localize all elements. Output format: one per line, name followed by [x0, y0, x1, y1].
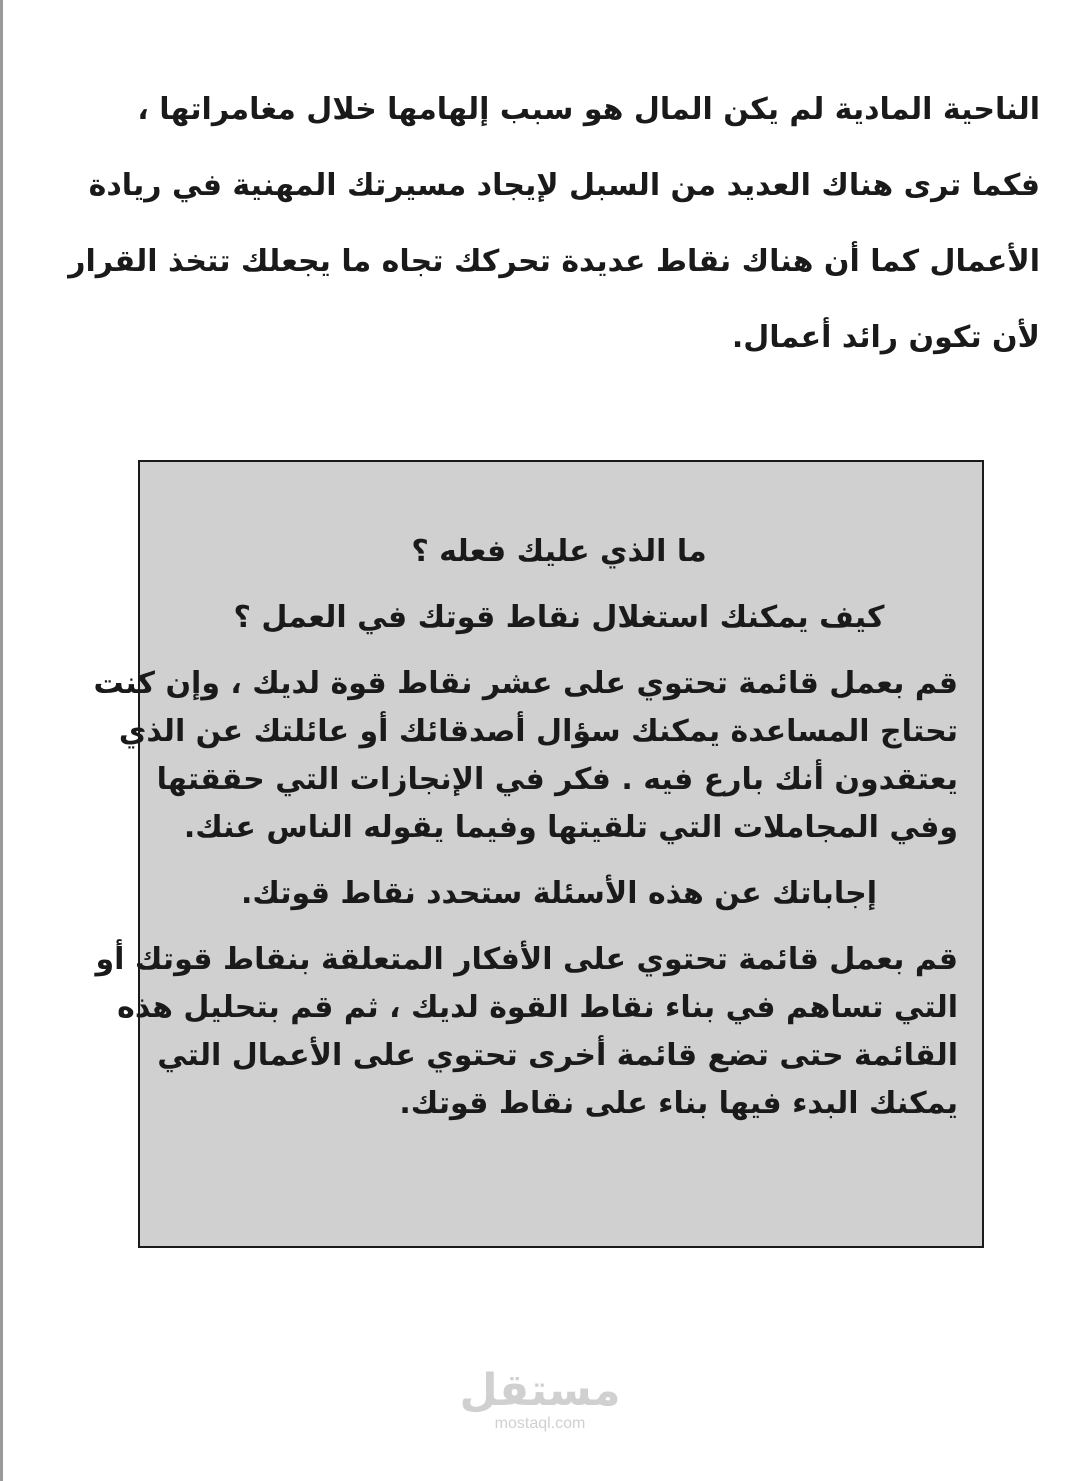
box-paragraph-line: القائمة حتى تضع قائمة أخرى تحتوي على الأعمال التي — [157, 1038, 958, 1073]
box-paragraph-strengths-list — [93, 660, 958, 852]
tips-box — [93, 460, 984, 1248]
page-left-edge — [0, 0, 3, 1481]
box-paragraph-line: التي تساهم في بناء نقاط القوة لديك ، ثم قم بتحليل هذه — [117, 990, 958, 1025]
box-heading-how-to-use-strengths: كيف يمكنك استغلال نقاط قوتك في العمل ؟ — [233, 600, 885, 635]
intro-line: لأن تكون رائد أعمال. — [731, 320, 1040, 355]
tips-box-content — [93, 528, 958, 1128]
intro-line: الأعمال كما أن هناك نقاط عديدة تحركك تجاه ما يجعلك تتخذ القرار — [68, 244, 1040, 279]
box-paragraph-line: تحتاج المساعدة يمكنك سؤال أصدقائك أو عائلتك عن الذي — [118, 714, 958, 749]
box-paragraph-line: وفي المجاملات التي تلقيتها وفيما يقوله الناس عنك. — [183, 810, 958, 845]
intro-line: الناحية المادية لم يكن المال هو سبب إلهامها خلال مغامراتها ، — [137, 92, 1040, 127]
box-heading-what-to-do: ما الذي عليك فعله ؟ — [411, 534, 707, 569]
box-paragraph-line: يعتقدون أنك بارع فيه . فكر في الإنجازات التي حققتها — [156, 762, 958, 797]
box-paragraph-line: قم بعمل قائمة تحتوي على الأفكار المتعلقة بنقاط قوتك أو — [95, 942, 958, 977]
mostaql-watermark — [440, 1365, 640, 1434]
box-paragraph-answers: إجاباتك عن هذه الأسئلة ستحدد نقاط قوتك. — [240, 876, 878, 911]
watermark-logo: مستقل — [459, 1365, 621, 1416]
box-paragraph-line: يمكنك البدء فيها بناء على نقاط قوتك. — [399, 1086, 958, 1121]
intro-paragraph — [68, 72, 1040, 376]
box-paragraph-line: قم بعمل قائمة تحتوي على عشر نقاط قوة لديك ، وإن كنت — [93, 666, 958, 701]
watermark-url: mostaql.com — [494, 1415, 586, 1432]
box-paragraph-ideas-list — [95, 936, 958, 1128]
intro-line: فكما ترى هناك العديد من السبل لإيجاد مسيرتك المهنية في ريادة — [88, 168, 1040, 203]
